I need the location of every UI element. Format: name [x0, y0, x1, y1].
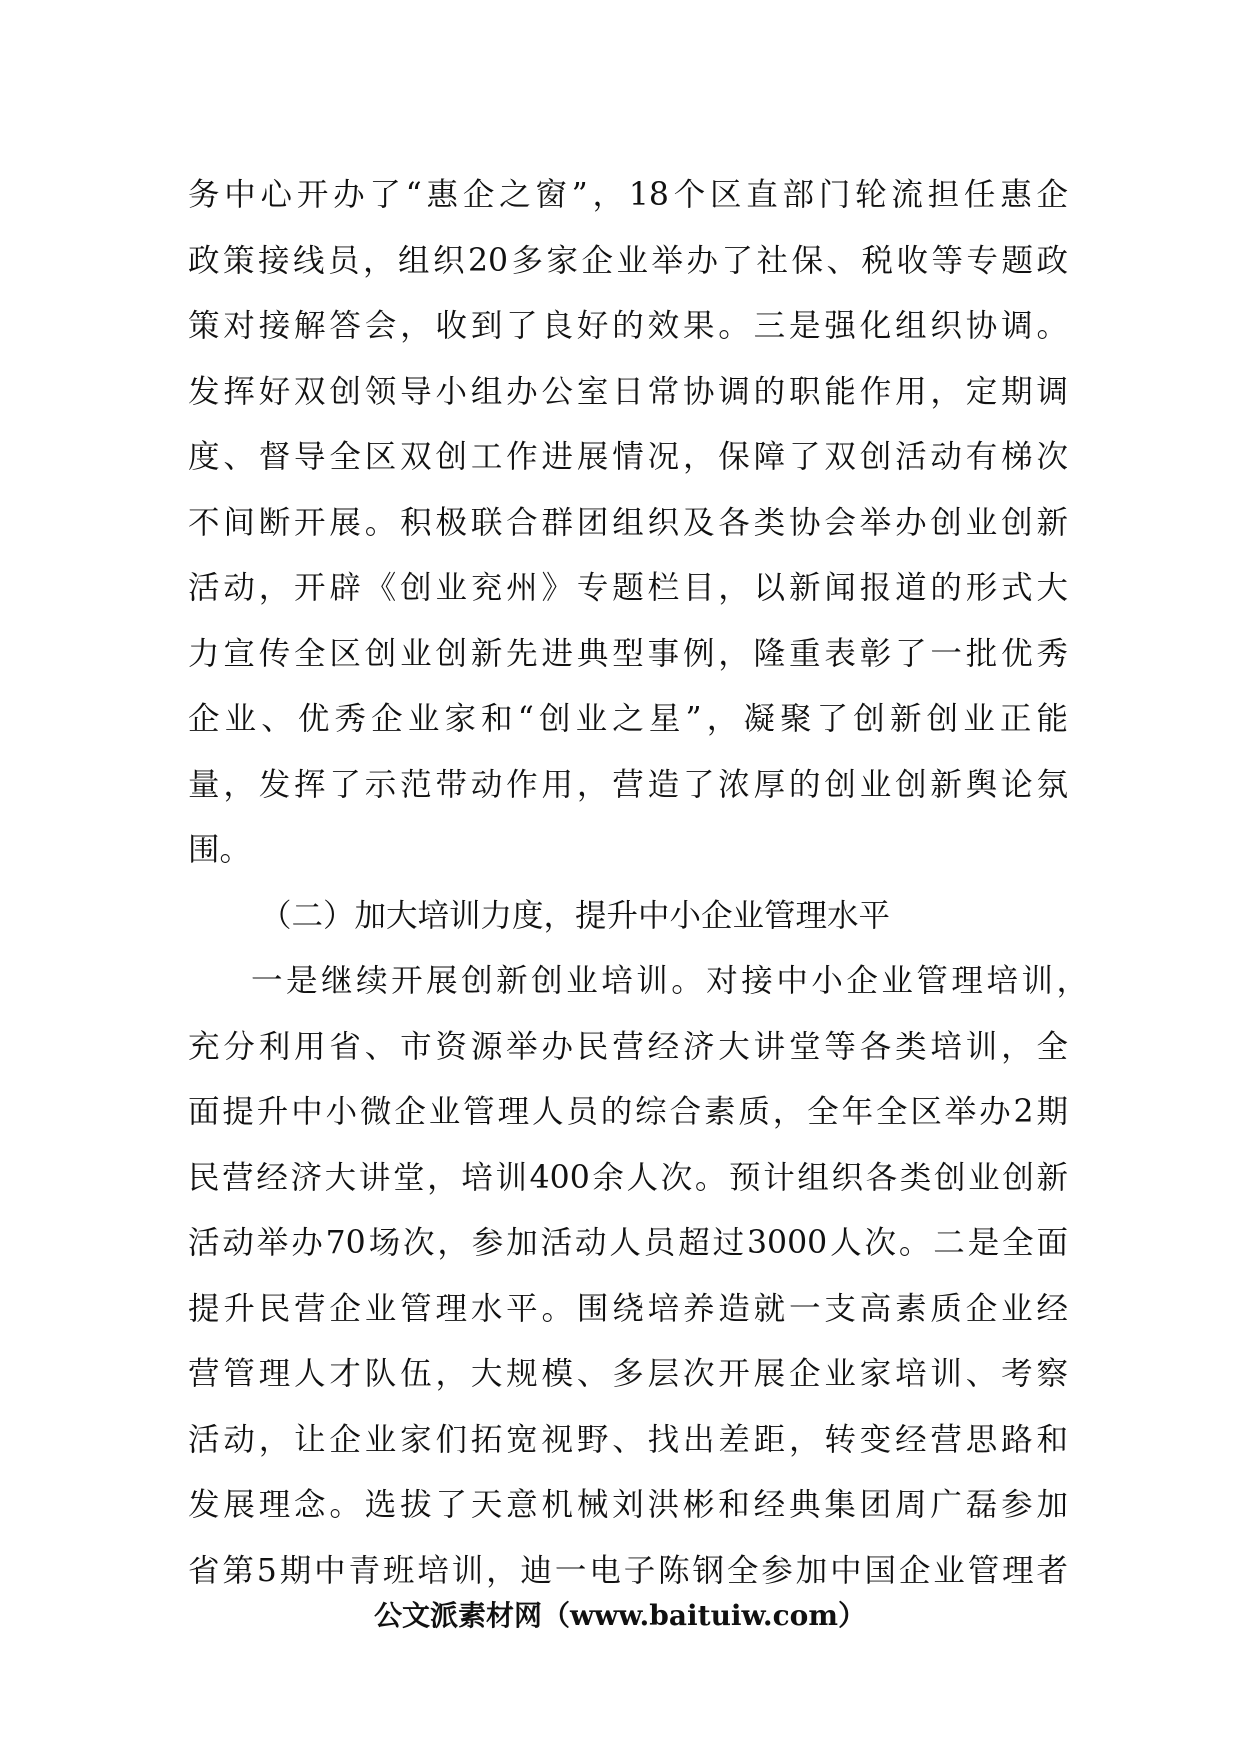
text-line: 企业、优秀企业家和“创业之星”，凝聚了创新创业正能: [188, 701, 1068, 737]
footer-watermark: 公文派素材网（www.baituiw.com）: [374, 1599, 866, 1632]
text-line: 度、督导全区双创工作进展情况，保障了双创活动有梯次: [188, 439, 1068, 475]
text-line: 营管理人才队伍，大规模、多层次开展企业家培训、考察: [188, 1356, 1068, 1392]
text-line: 民营经济大讲堂，培训400余人次。预计组织各类创业创新: [188, 1159, 1068, 1196]
text-line: 围。: [188, 832, 252, 868]
text-line: 省第5期中青班培训，迪一电子陈钢全参加中国企业管理者: [188, 1552, 1068, 1589]
text-line: 发展理念。选拔了天意机械刘洪彬和经典集团周广磊参加: [188, 1487, 1068, 1523]
section-heading: （二）加大培训力度，提升中小企业管理水平: [260, 897, 891, 934]
text-line: 活动，开辟《创业兖州》专题栏目，以新闻报道的形式大: [188, 570, 1068, 606]
text-line: 政策接线员，组织20多家企业举办了社保、税收等专题政: [188, 242, 1068, 279]
text-line: 活动举办70场次，参加活动人员超过3000人次。二是全面: [188, 1225, 1068, 1261]
text-line: 提升民营企业管理水平。围绕培养造就一支高素质企业经: [188, 1290, 1068, 1327]
text-line: 力宣传全区创业创新先进典型事例，隆重表彰了一批优秀: [188, 635, 1068, 672]
text-line: 充分利用省、市资源举办民营经济大讲堂等各类培训，全: [188, 1028, 1068, 1065]
text-line: 务中心开办了“惠企之窗”，18个区直部门轮流担任惠企: [188, 177, 1068, 213]
text-line: 一是继续开展创新创业培训。对接中小企业管理培训，: [251, 963, 1088, 999]
text-line: 发挥好双创领导小组办公室日常协调的职能作用，定期调: [188, 373, 1068, 410]
text-line: 面提升中小微企业管理人员的综合素质，全年全区举办2期: [188, 1094, 1068, 1130]
text-line: 不间断开展。积极联合群团组织及各类协会举办创业创新: [188, 504, 1068, 541]
text-line: 策对接解答会，收到了良好的效果。三是强化组织协调。: [188, 308, 1068, 344]
document-body: [188, 163, 1088, 1604]
text-line: 活动，让企业家们拓宽视野、找出差距，转变经营思路和: [188, 1421, 1068, 1458]
text-line: 量，发挥了示范带动作用，营造了浓厚的创业创新舆论氛: [188, 766, 1068, 803]
